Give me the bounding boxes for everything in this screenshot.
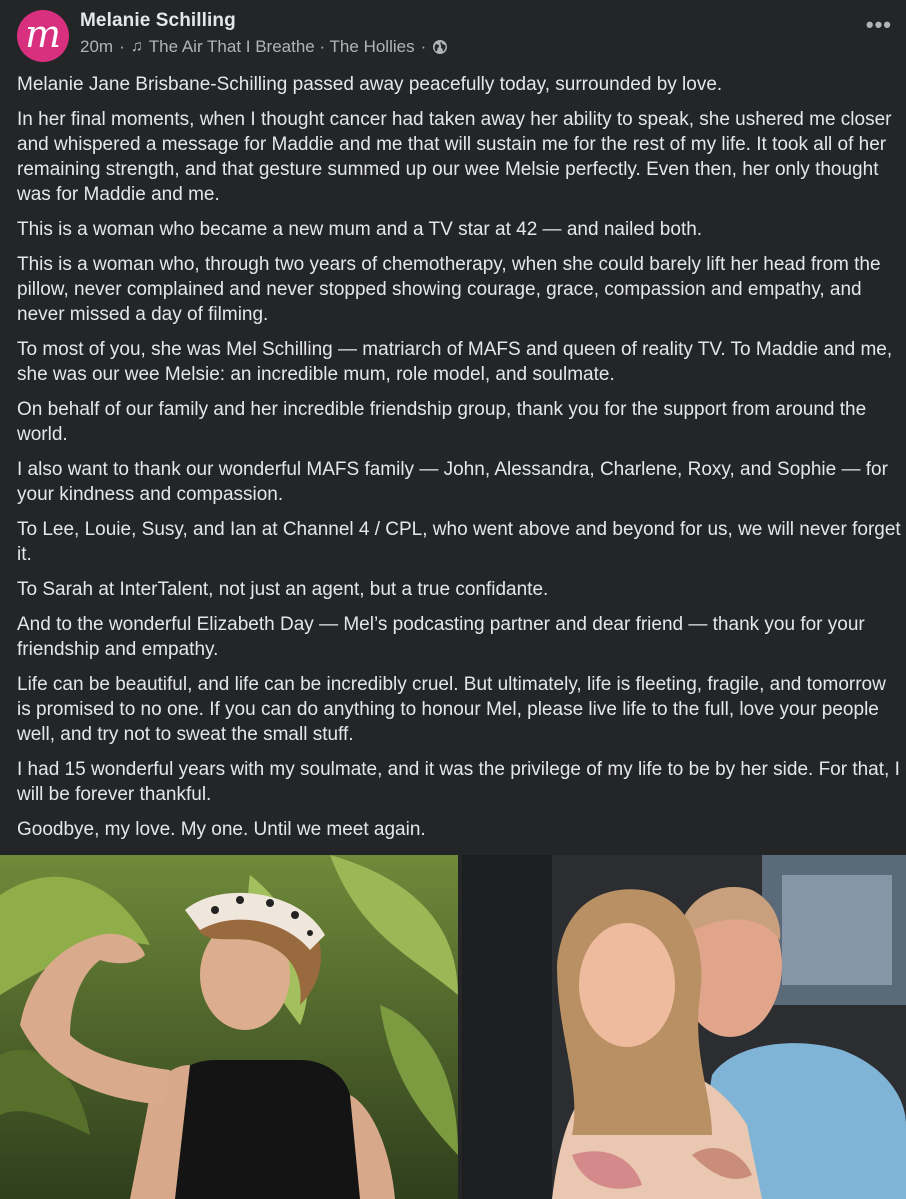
separator-dot: ·: [420, 37, 427, 56]
post-time[interactable]: 20m: [80, 37, 114, 56]
post-paragraph: Melanie Jane Brisbane-Schilling passed away peacefully today, surrounded by love.: [17, 74, 723, 95]
post-paragraph: In her final moments, when I thought cancer had taken away her ability to speak, she ushered me closer and whispered a message for Maddie and me that will sustain me for the rest of my life. It took all of her remaining strength, and that gesture summed up our wee Melsie perfectly. Even then, her only thought was for Maddie and me.: [17, 109, 892, 205]
post-paragraph: To Sarah at InterTalent, not just an agent, but a true confidante.: [17, 579, 549, 600]
music-track[interactable]: The Air That I Breathe · The Hollies: [148, 37, 415, 56]
author-name[interactable]: Melanie Schilling: [80, 10, 236, 31]
avatar-letter: m: [24, 12, 62, 56]
post-paragraph: To Lee, Louie, Susy, and Ian at Channel 4 / CPL, who went above and beyond for us, we will never forget it.: [17, 519, 901, 565]
post-meta: [80, 37, 448, 57]
post-paragraph: And to the wonderful Elizabeth Day — Mel’s podcasting partner and dear friend — thank you for your friendship and empathy.: [17, 614, 865, 660]
photo-couple[interactable]: [462, 855, 906, 1199]
post-header: [0, 0, 906, 70]
globe-icon: [432, 39, 448, 55]
photo-grid: [0, 855, 906, 1199]
post-paragraph: I also want to thank our wonderful MAFS family — John, Alessandra, Charlene, Roxy, and Sophie — for your kindness and compassion.: [17, 459, 888, 505]
avatar[interactable]: [17, 10, 69, 62]
post-paragraph: On behalf of our family and her incredible friendship group, thank you for the support from around the world.: [17, 399, 867, 445]
post-paragraph: I had 15 wonderful years with my soulmate, and it was the privilege of my life to be by her side. For that, I will be forever thankful.: [17, 759, 900, 805]
post-paragraph: Goodbye, my love. My one. Until we meet again.: [17, 819, 426, 840]
photo-flexing[interactable]: [0, 855, 458, 1199]
more-options-icon[interactable]: •••: [865, 12, 892, 37]
post-text: [17, 72, 902, 852]
separator-dot: ·: [119, 37, 125, 56]
post-paragraph: This is a woman who, through two years of chemotherapy, when she could barely lift her head from the pillow, never complained and never stopped showing courage, grace, compassion and empathy, and never missed a day of filming.: [17, 254, 881, 325]
post-paragraph: This is a woman who became a new mum and a TV star at 42 — and nailed both.: [17, 219, 703, 240]
music-note-icon: ♫: [130, 38, 143, 55]
post-paragraph: To most of you, she was Mel Schilling — matriarch of MAFS and queen of reality TV. To Maddie and me, she was our wee Melsie: an incredible mum, role model, and soulmate.: [17, 339, 893, 385]
post-paragraph: Life can be beautiful, and life can be incredibly cruel. But ultimately, life is fleeting, fragile, and tomorrow is promised to no one. If you can do anything to honour Mel, please live life to the full, love your people well, and try not to sweat the small stuff.: [17, 674, 886, 745]
